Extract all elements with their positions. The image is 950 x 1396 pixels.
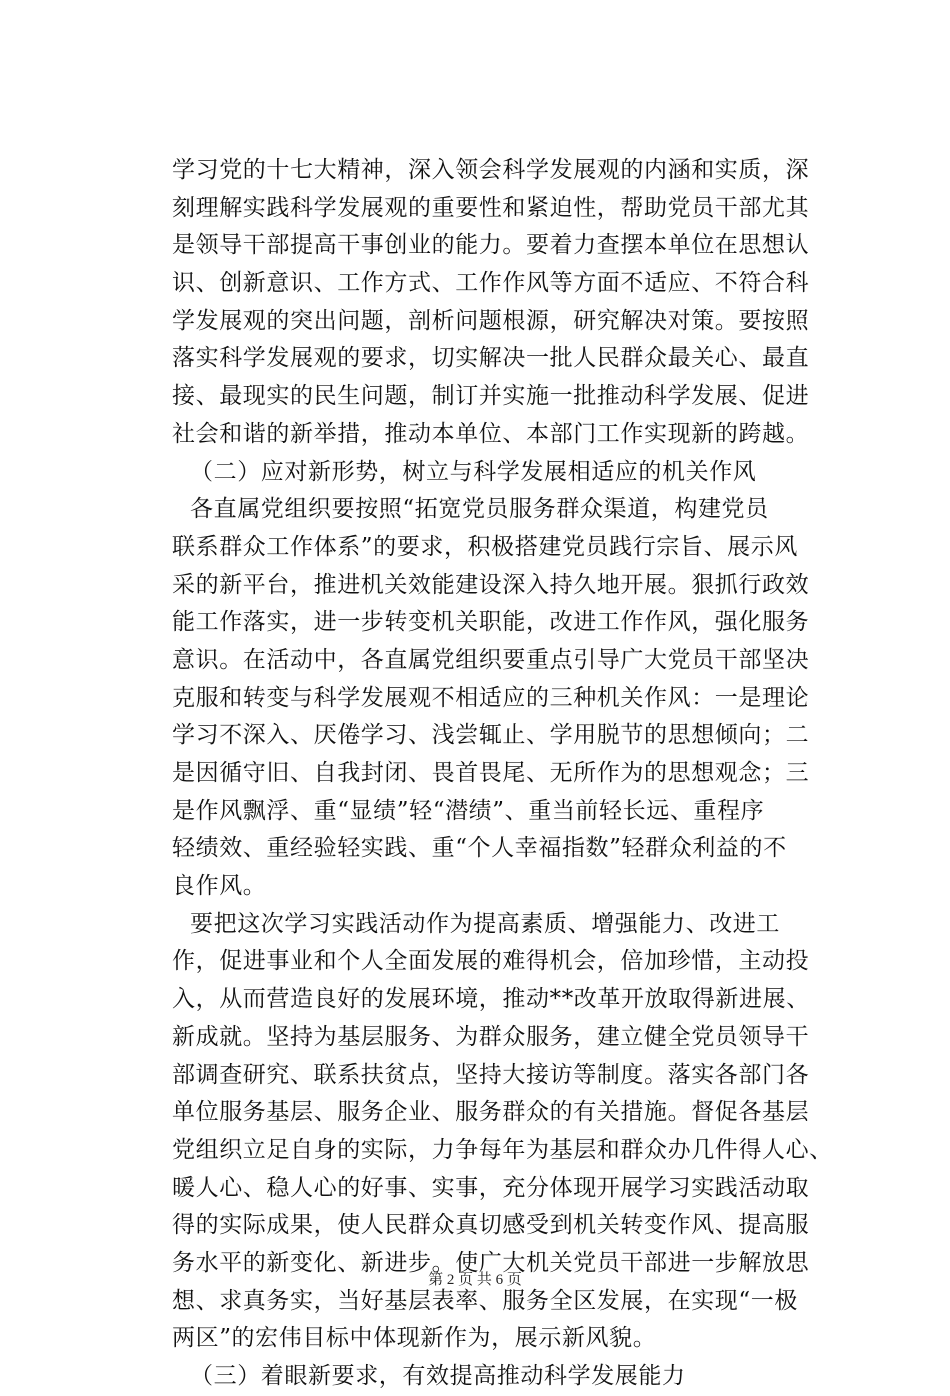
paragraph-first-line: 要把这次学习实践活动作为提高素质、增强能力、改进工 [190, 910, 780, 937]
section-heading: （三）着眼新要求，有效提高推动科学发展能力 [190, 1363, 686, 1389]
page-number-footer: 第 2 页 共 6 页 [428, 1272, 522, 1288]
text-line: 学发展观的突出问题，剖析问题根源，研究解决对策。要按照 [172, 307, 810, 334]
text-line: 是作风飘浮、重“显绩”轻“潜绩”、重当前轻长远、重程序 [172, 797, 765, 824]
text-line: 想、求真务实，当好基层表率、服务全区发展，在实现“一极 [172, 1287, 798, 1314]
text-line: 轻绩效、重经验轻实践、重“个人幸福指数”轻群众利益的不 [172, 835, 787, 862]
text-line: 务水平的新变化、新进步。使广大机关党员干部进一步解放思 [172, 1249, 810, 1276]
text-line: 社会和谐的新举措，推动本单位、本部门工作实现新的跨越。 [172, 420, 810, 447]
text-line: 接、最现实的民生问题，制订并实施一批推动科学发展、促进 [172, 383, 810, 410]
paragraph-first-line: 各直属党组织要按照“拓宽党员服务群众渠道，构建党员 [190, 496, 769, 523]
text-line: 意识。在活动中，各直属党组织要重点引导广大党员干部坚决 [172, 646, 810, 673]
text-line: 刻理解实践科学发展观的重要性和紧迫性，帮助党员干部尤其 [172, 194, 810, 221]
text-line: 是领导干部提高干事创业的能力。要着力查摆本单位在思想认 [172, 232, 810, 259]
text-line: 落实科学发展观的要求，切实解决一批人民群众最关心、最直 [172, 345, 810, 372]
text-line: 单位服务基层、服务企业、服务群众的有关措施。督促各基层 [172, 1099, 810, 1126]
text-line: 识、创新意识、工作方式、工作作风等方面不适应、不符合科 [172, 270, 810, 297]
text-line: 得的实际成果，使人民群众真切感受到机关转变作风、提高服 [172, 1212, 810, 1239]
text-line: 两区”的宏伟目标中体现新作为，展示新风貌。 [172, 1325, 657, 1352]
text-line: 联系群众工作体系”的要求，积极搭建党员践行宗旨、展示风 [172, 533, 798, 560]
text-line: 新成就。坚持为基层服务、为群众服务，建立健全党员领导干 [172, 1023, 810, 1050]
text-line: 入，从而营造良好的发展环境，推动**改革开放取得新进展、 [172, 986, 810, 1013]
text-line: 部调查研究、联系扶贫点，坚持大接访等制度。落实各部门各 [172, 1061, 810, 1088]
text-line: 学习不深入、厌倦学习、浅尝辄止、学用脱节的思想倾向；二 [172, 722, 810, 749]
text-line: 是因循守旧、自我封闭、畏首畏尾、无所作为的思想观念；三 [172, 760, 810, 786]
text-line: 作，促进事业和个人全面发展的难得机会，倍加珍惜，主动投 [172, 948, 810, 975]
text-line: 能工作落实，进一步转变机关职能，改进工作作风，强化服务 [172, 609, 810, 636]
text-line: 学习党的十七大精神，深入领会科学发展观的内涵和实质，深 [172, 157, 810, 183]
section-heading: （二）应对新形势，树立与科学发展相适应的机关作风 [190, 458, 757, 485]
text-line: 良作风。 [172, 873, 267, 900]
document-body [172, 152, 833, 1396]
text-line: 克服和转变与科学发展观不相适应的三种机关作风：一是理论 [172, 684, 810, 711]
text-line: 暖人心、稳人心的好事、实事，充分体现开展学习实践活动取 [172, 1174, 810, 1201]
text-line: 党组织立足自身的实际，力争每年为基层和群众办几件得人心、 [172, 1136, 833, 1163]
text-line: 采的新平台，推进机关效能建设深入持久地开展。狠抓行政效 [172, 571, 810, 598]
